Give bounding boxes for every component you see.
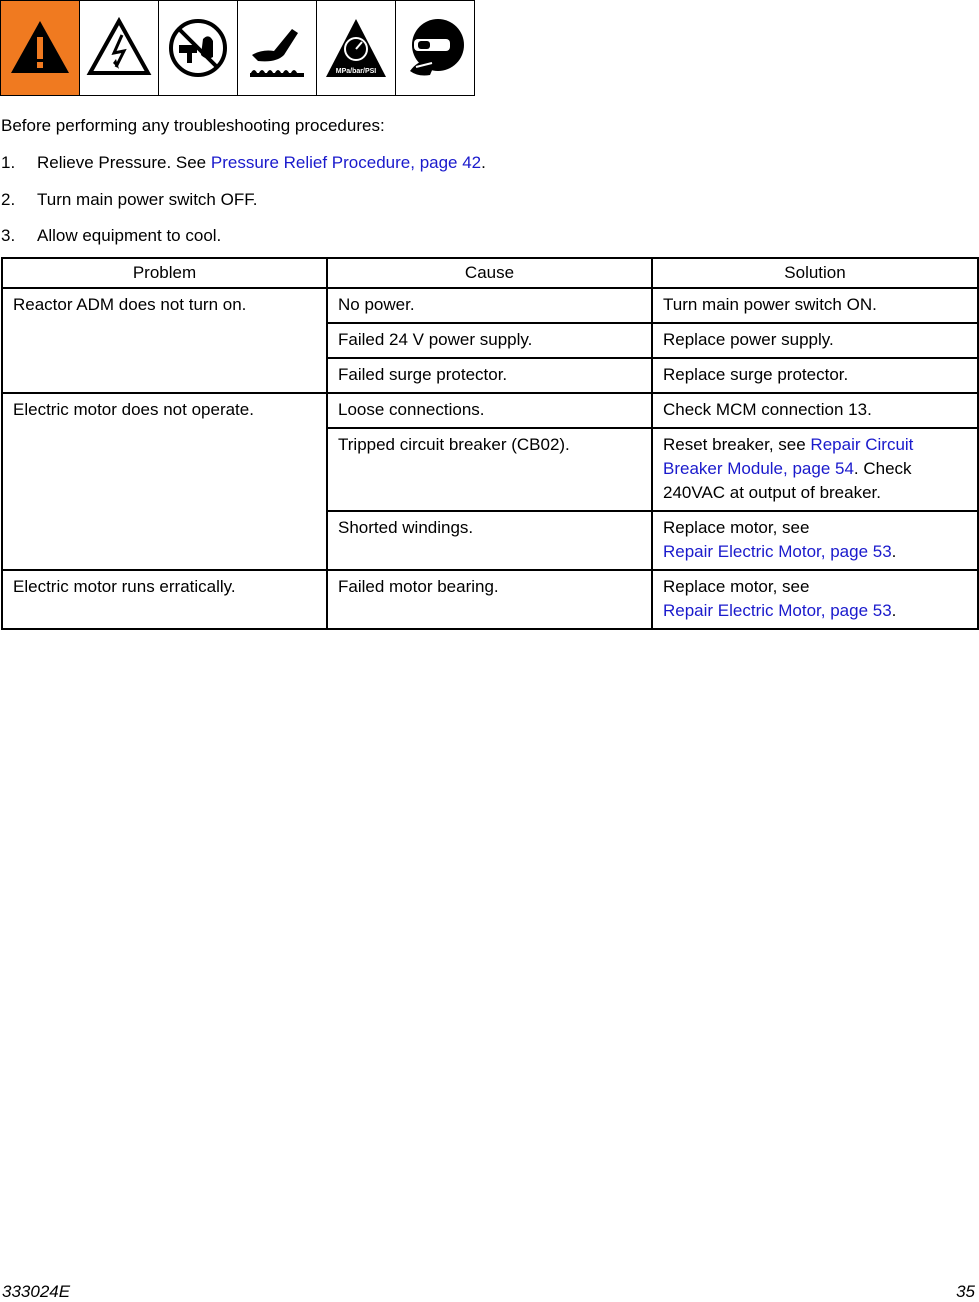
step-2: 2. Turn main power switch OFF. [1,190,258,209]
pressure-relief-link[interactable]: Pressure Relief Procedure, page 42 [210,153,482,172]
repair-electric-motor-link[interactable]: Repair Electric Motor, page 53 [663,542,892,561]
no-hand-spray-icon [158,0,238,96]
cause-cell: Failed 24 V power supply. [327,323,652,358]
table-header-row [2,258,978,288]
warning-triangle-icon [0,0,80,96]
troubleshooting-table [1,257,979,630]
cause-cell: Failed surge protector. [327,358,652,393]
pressure-gauge-icon [316,0,396,96]
step-3: 3. Allow equipment to cool. [1,226,222,245]
table-row [2,288,978,323]
solution-cell: Replace motor, see Repair Electric Motor, page 53. [652,570,978,629]
pressure-units-label: MPa/bar/PSI [335,68,377,75]
face-shield-protection-icon [395,0,475,96]
problem-cell: Electric motor does not operate. [2,393,327,570]
document-number: 333024E [2,1282,71,1301]
solution-cell: Turn main power switch ON. [652,288,978,323]
solution-cell: Replace surge protector. [652,358,978,393]
header-cause: Cause [327,258,652,288]
repair-circuit-breaker-link[interactable]: Repair Circuit Breaker Module, page 54 [663,435,914,478]
problem-cell: Reactor ADM does not turn on. [2,288,327,393]
electric-shock-icon [79,0,159,96]
solution-cell: Check MCM connection 13. [652,393,978,428]
problem-cell: Electric motor runs erratically. [2,570,327,629]
solution-cell: Reset breaker, see Repair Circuit Breaker Module, page 54. Check 240VAC at output of breaker. [652,428,978,511]
header-solution: Solution [652,258,978,288]
hot-surface-hand-icon [237,0,317,96]
cause-cell: Tripped circuit breaker (CB02). [327,428,652,511]
cause-cell: No power. [327,288,652,323]
cause-cell: Failed motor bearing. [327,570,652,629]
header-problem: Problem [2,258,327,288]
intro-text: Before performing any troubleshooting procedures: [1,116,385,135]
warning-icon-strip [0,0,475,96]
cause-cell: Loose connections. [327,393,652,428]
table-row [2,393,978,428]
solution-cell: Replace power supply. [652,323,978,358]
page-number: 35 [956,1282,975,1301]
step-1: 1. Relieve Pressure. See Pressure Relief Procedure, page 42. [1,153,486,172]
repair-electric-motor-link[interactable]: Repair Electric Motor, page 53 [663,601,892,620]
cause-cell: Shorted windings. [327,511,652,570]
table-row [2,570,978,629]
solution-cell: Replace motor, see Repair Electric Motor, page 53. [652,511,978,570]
